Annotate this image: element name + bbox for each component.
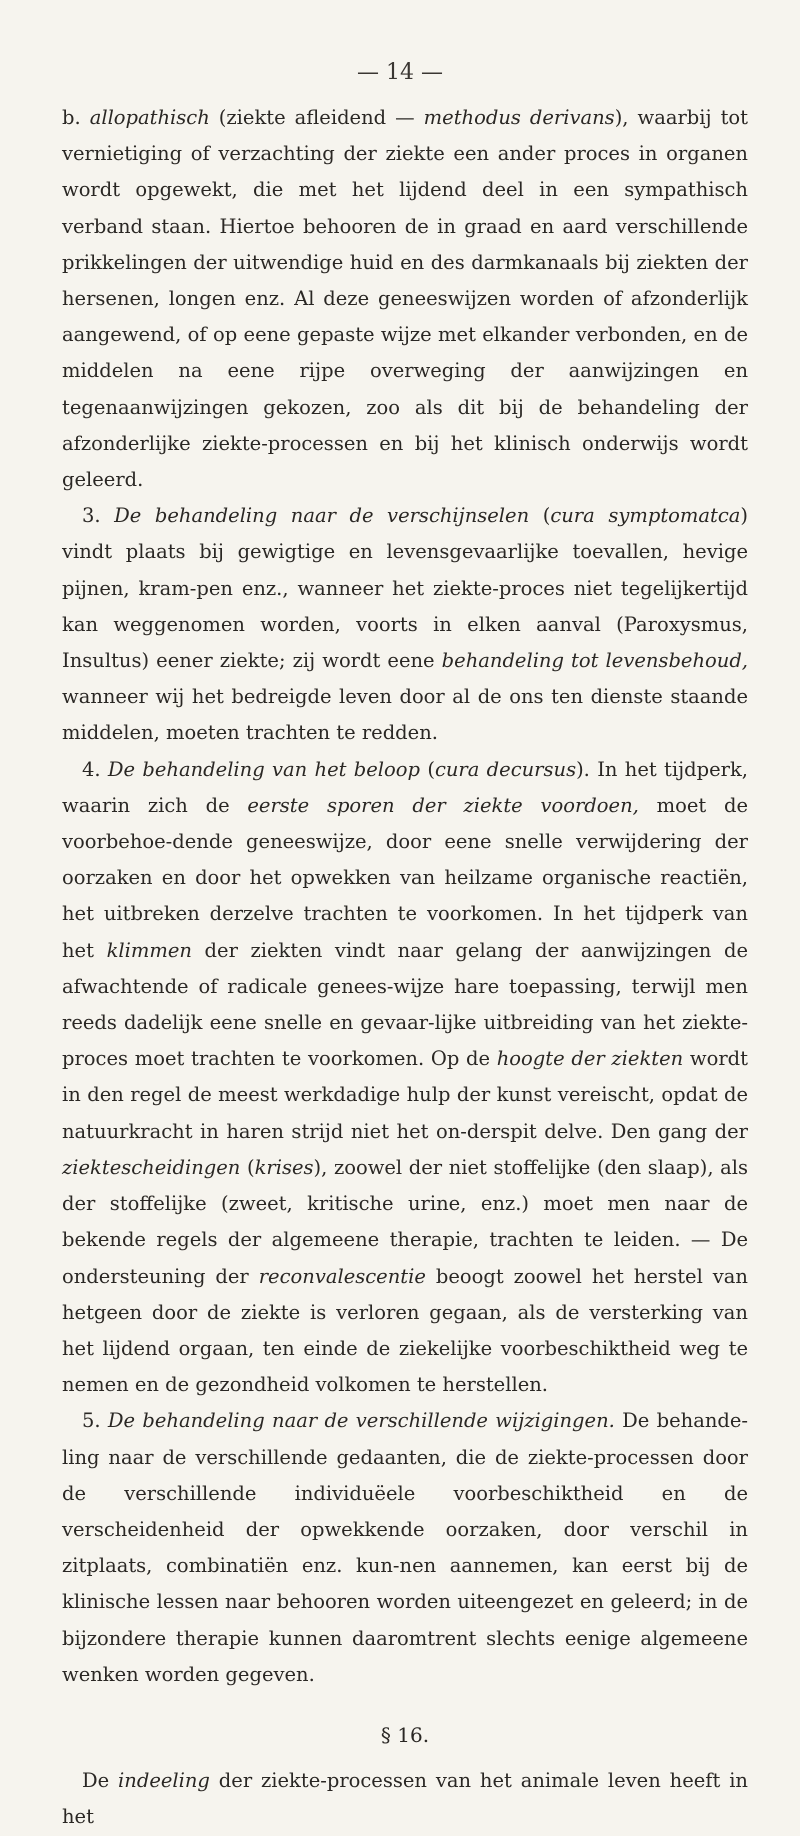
italic-term: reconvalescentie — [258, 1264, 426, 1288]
italic-term: hoogte der ziekten — [496, 1047, 684, 1071]
text-run: 4. — [82, 757, 108, 781]
text-run: ( — [420, 757, 435, 781]
italic-term: behandeling tot levensbehoud, — [441, 649, 749, 673]
paragraph-section-16 — [62, 1763, 748, 1835]
text-run: De behande-ling naar de verschillende gedaanten, die de ziekte-processen door de verschillende individuëele voorbeschiktheid en de verscheidenheid der opwekkende oorzaken, door verschil in zitplaats, combinatiën enz. kun-nen aannemen, kan eerst bij de klinische lessen naar behooren worden uiteengezet en geleerd; in de bijzondere therapie kunnen daaromtrent slechts eenige algemeene wenken worden gegeven. — [62, 1409, 748, 1686]
text-run: b. — [62, 106, 90, 129]
italic-term: De behandeling naar de verschillende wijzigingen. — [107, 1409, 615, 1433]
text-run: ). In het tijdperk, waarin zich de — [62, 757, 748, 817]
italic-term: indeeling — [118, 1769, 210, 1793]
page-number: — 14 — — [357, 60, 443, 85]
text-run: beoogt zoowel het herstel van hetgeen door de ziekte is verloren gegaan, als de versterking van het lijdend orgaan, ten einde de ziekelijke voorbeschiktheid weg te nemen en de gezondheid volkomen te herstellen. — [62, 1264, 748, 1397]
italic-term: methodus derivans — [423, 106, 615, 129]
italic-term: De behandeling naar de verschijnselen — [114, 504, 530, 528]
italic-term: De behandeling van het beloop — [107, 757, 421, 781]
italic-term: allopathisch — [89, 106, 210, 129]
text-run: (ziekte afleidend — — [209, 106, 424, 129]
text-run: De — [82, 1769, 119, 1793]
text-run: 3. — [82, 504, 115, 528]
text-run: 5. — [82, 1409, 108, 1433]
paragraph-4-course — [62, 752, 748, 1404]
italic-term: cura symptomatca — [550, 504, 741, 528]
paragraph-3-symptomatic — [62, 498, 748, 751]
italic-term: eerste sporen der ziekte voordoen, — [247, 793, 639, 817]
italic-term: ziektescheidingen — [62, 1155, 241, 1179]
text-run: der ziekte-processen van het animale leven heeft in het — [62, 1769, 748, 1829]
text-run: ) vindt plaats bij gewigtige en levensgevaarlijke toevallen, hevige pijnen, kram-pen enz., wanneer het ziekte-proces niet tegelijkertijd kan weggenomen worden, voorts in elken aanval (Paroxysmus, Insultus) eener ziekte; zij wordt eene — [62, 504, 748, 673]
text-run: moet de voorbehoe-dende geneeswijze, door eene snelle verwijdering der oorzaken en door het opwekken van heilzame organische reactiën, het uitbreken derzelve trachten te voorkomen. In het tijdperk van het — [62, 793, 749, 962]
italic-term: klimmen — [106, 938, 192, 962]
text-run: wanneer wij het bedreigde leven door al de ons ten dienste staande middelen, moeten trachten te redden. — [62, 685, 748, 745]
paragraph-5-variations — [62, 1403, 748, 1693]
section-heading: § 16. — [380, 1722, 430, 1747]
text-run: der ziekten vindt naar gelang der aanwijzingen de afwachtende of radicale genees-wijze hare toepassing, terwijl men reeds dadelijk eene snelle en gevaar-lijke uitbreiding van het ziekte-proces moet trachten te voorkomen. Op de — [62, 938, 748, 1071]
text-run: wordt in den regel de meest werkdadige hulp der kunst vereischt, opdat de natuurkracht in haren strijd niet het on-derspit delve. Den gang der — [62, 1047, 748, 1143]
italic-term: krises — [254, 1155, 314, 1179]
text-run: ( — [240, 1155, 255, 1179]
text-run: ), waarbij tot vernietiging of verzachting der ziekte een ander proces in organen wordt opgewekt, die met het lijdend deel in een sympathisch verband staan. Hiertoe behooren de in graad en aard verschillende prikkelingen der uitwendige huid en des darmkanaals bij ziekten der hersenen, longen enz. Al deze geneeswijzen worden of afzonderlijk aangewend, of op eene gepaste wijze met elkander verbonden, en de middelen na eene rijpe overweging der aanwijzingen en tegenaanwijzingen gekozen, zoo als dit bij de behandeling der afzonderlijke ziekte-processen en bij het klinisch onderwijs wordt geleerd. — [62, 106, 748, 492]
paragraph-b-allopathisch — [62, 100, 748, 498]
italic-term: cura decursus — [434, 757, 577, 781]
text-run: ), zoowel der niet stoffelijke (den slaap), als der stoffelijke (zweet, kritische urine, enz.) moet men naar de bekende regels der algemeene therapie, trachten te leiden. — De ondersteuning der — [62, 1155, 748, 1288]
text-run: ( — [529, 504, 551, 528]
body-text — [62, 100, 748, 1836]
